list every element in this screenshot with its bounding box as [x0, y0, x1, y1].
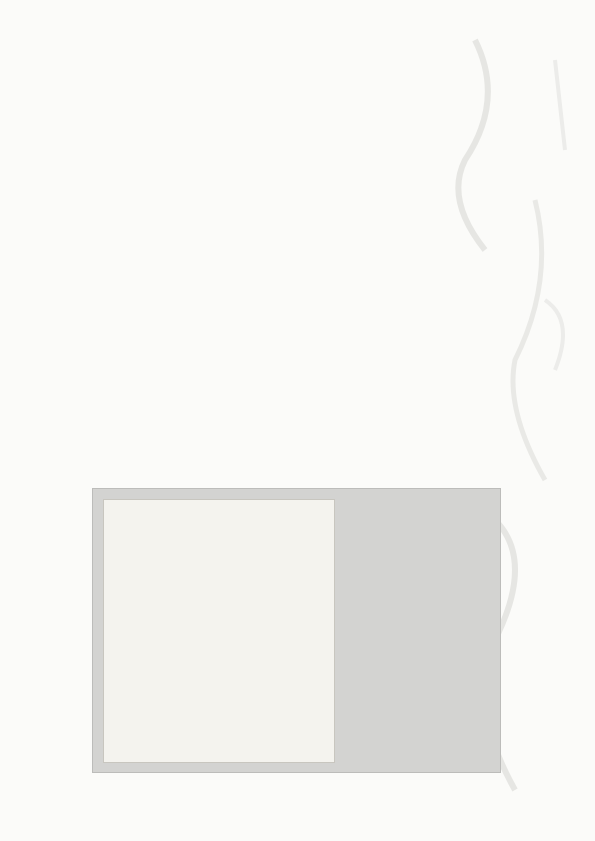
feature-caption	[345, 571, 495, 587]
letter-photo	[103, 499, 335, 763]
feature-title	[345, 571, 495, 581]
feature-box	[92, 488, 501, 773]
